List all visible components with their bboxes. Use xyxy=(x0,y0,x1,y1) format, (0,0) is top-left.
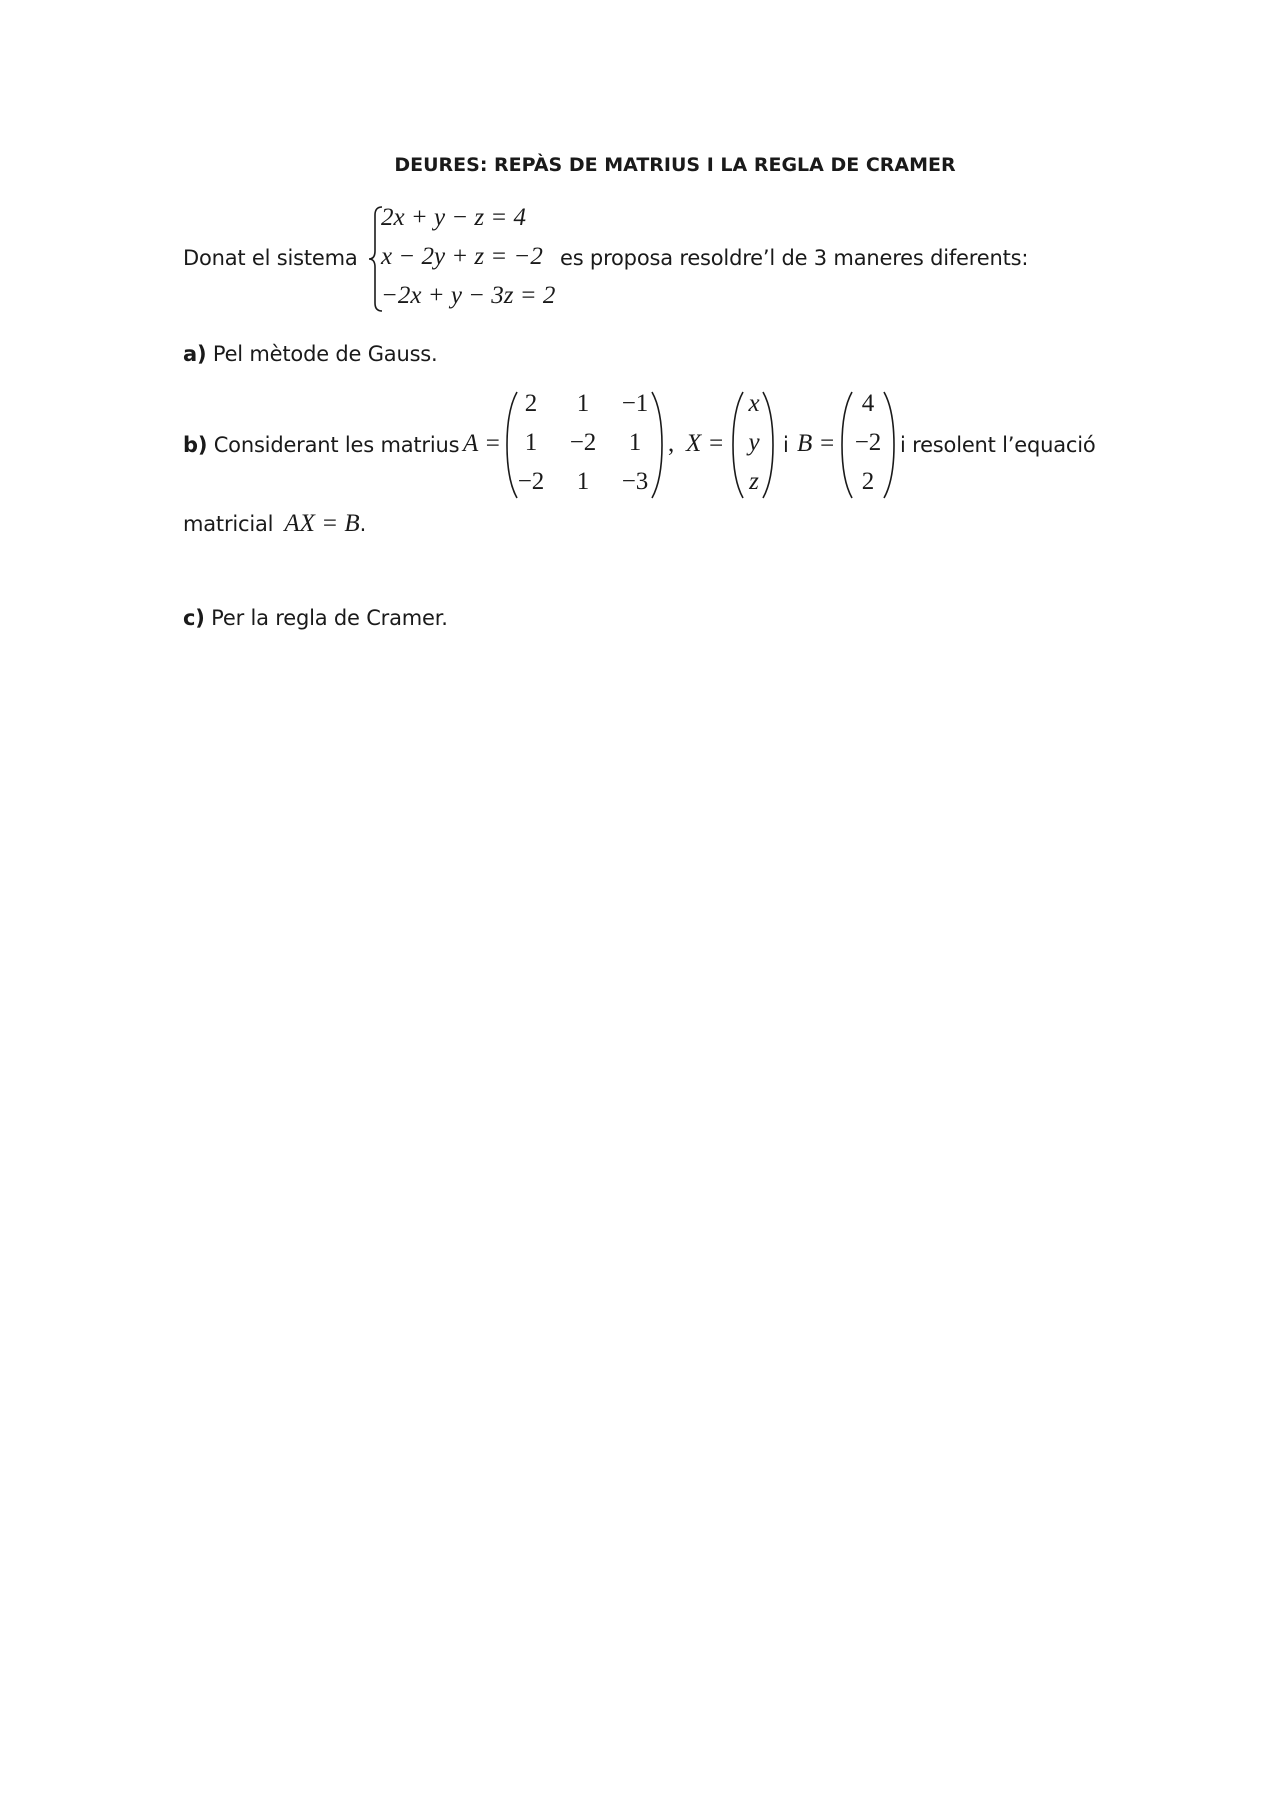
matrix-x-cell: x xyxy=(748,390,760,417)
system-equation-1: 2x + y − z = 4 xyxy=(381,204,527,231)
part-b-text: Considerant les matrius xyxy=(213,433,460,457)
part-b-line2-period: . xyxy=(359,512,367,536)
matrix-b-cell: −2 xyxy=(854,429,882,456)
part-a-label: a) xyxy=(183,342,207,366)
matrix-x-cell: y xyxy=(748,429,760,456)
page-title: DEURES: REPÀS DE MATRIUS I LA REGLA DE CRAMER xyxy=(394,154,956,176)
intro-text-after: es proposa resoldre’l de 3 maneres diferents: xyxy=(560,246,1029,270)
part-b-intro xyxy=(183,433,459,457)
part-b-line2 xyxy=(183,510,366,538)
matrix-a-cell: 2 xyxy=(524,390,538,417)
matrix-b-cell: 2 xyxy=(861,468,875,495)
matrix-a-cell: −2 xyxy=(517,468,545,495)
matrix-x-name: X = xyxy=(686,430,725,457)
matrix-a-name: A = xyxy=(463,430,501,457)
part-b-after: i resolent l’equació xyxy=(900,433,1096,457)
intro-text-before: Donat el sistema xyxy=(183,246,358,270)
matrix-b-name: B = xyxy=(797,430,836,457)
part-b-equation: AX = B xyxy=(284,510,360,537)
matrix-a-cell: −2 xyxy=(569,429,597,456)
system-equation-3: −2x + y − 3z = 2 xyxy=(381,282,556,309)
part-c xyxy=(183,606,448,630)
part-a-text: Pel mètode de Gauss. xyxy=(212,342,438,366)
system-equation-2: x − 2y + z = −2 xyxy=(381,243,543,270)
matrix-x-cell: z xyxy=(749,468,759,495)
comma-separator: , xyxy=(668,430,675,457)
matrix-b-cell: 4 xyxy=(861,390,875,417)
part-b-label: b) xyxy=(183,433,208,457)
part-b-line2-text: matricial xyxy=(183,512,274,536)
matrix-a-cell: −1 xyxy=(621,390,649,417)
matrix-a-cell: 1 xyxy=(576,390,590,417)
part-c-label: c) xyxy=(183,606,205,630)
matrix-a-cell: −3 xyxy=(621,468,649,495)
part-a xyxy=(183,342,438,366)
conjunction-i: i xyxy=(783,433,789,457)
part-c-text: Per la regla de Cramer. xyxy=(211,606,448,630)
matrix-a-cell: 1 xyxy=(628,429,642,456)
matrix-a-cell: 1 xyxy=(524,429,538,456)
matrix-a-cell: 1 xyxy=(576,468,590,495)
